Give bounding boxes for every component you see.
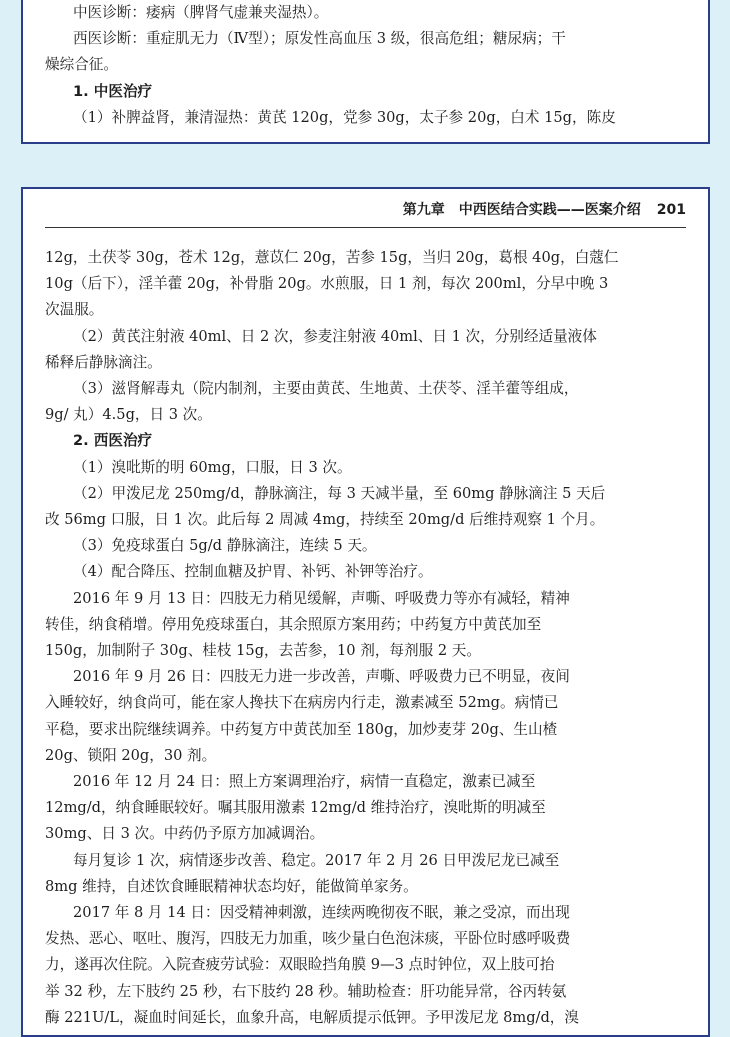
text-line: （3）免疫球蛋白 5g/d 静脉滴注，连续 5 天。 [73, 537, 377, 555]
text-line: 每月复诊 1 次，病情逐步改善、稳定。2017 年 2 月 26 日甲泼尼龙已减至 [73, 851, 560, 869]
text-line: 力，遂再次住院。入院查疲劳试验：双眼睑挡角膜 9—3 点时钟位，双上肢可抬 [45, 956, 555, 974]
section-heading: 2. 西医治疗 [73, 432, 153, 450]
previous-page [21, 0, 710, 144]
text-line: 酶 221U/L，凝血时间延长，血象升高，电解质提示低钾。予甲泼尼龙 8mg/d，溴 [45, 1008, 579, 1026]
text-line: 10g（后下），淫羊藿 20g，补骨脂 20g。水煎服，日 1 剂，每次 200ml，分早中晚 3 [45, 275, 609, 293]
text-line: （2）黄芪注射液 40ml、日 2 次，参麦注射液 40ml、日 1 次，分别经适量液体 [73, 327, 597, 345]
text-line: 8mg 维持，自述饮食睡眠精神状态均好，能做简单家务。 [45, 877, 418, 895]
text-line: （4）配合降压、控制血糖及护胃、补钙、补钾等治疗。 [73, 563, 433, 581]
chapter-title: 第九章 中西医结合实践——医案介绍 [402, 202, 641, 218]
text-line: 30mg、日 3 次。中药仍予原方加减调治。 [45, 825, 325, 843]
body-text [45, 245, 691, 1031]
text-line: 9g/ 丸）4.5g，日 3 次。 [45, 406, 212, 424]
text-line: 中医诊断：痿病（脾肾气虚兼夹湿热）。 [73, 4, 329, 21]
section-heading: 1. 中医治疗 [73, 82, 153, 100]
text-line: （3）滋肾解毒丸（院内制剂，主要由黄芪、生地黄、土茯苓、淫羊藿等组成， [73, 380, 579, 398]
text-line: （1）补脾益肾，兼清湿热：黄芪 120g，党参 30g，太子参 20g，白术 15g，陈皮 [73, 108, 616, 126]
previous-page-text [45, 0, 685, 131]
text-line: （2）甲泼尼龙 250mg/d，静脉滴注，每 3 天减半量，至 60mg 静脉滴注 5 天后 [73, 484, 606, 502]
text-line: 改 56mg 口服，日 1 次。此后每 2 周减 4mg，持续至 20mg/d 后维持观察 1 个月。 [45, 511, 605, 529]
running-head [403, 199, 686, 219]
text-line: 2016 年 9 月 13 日：四肢无力稍见缓解，声嘶、呼吸费力等亦有减轻，精神 [73, 589, 570, 607]
text-line: 燥综合征。 [45, 56, 118, 74]
text-line: 12g，土茯苓 30g，苍术 12g，薏苡仁 20g，苦参 15g，当归 20g，葛根 40g，白蔻仁 [45, 249, 619, 266]
text-line: 2016 年 12 月 24 日：照上方案调理治疗，病情一直稳定，激素已减至 [73, 773, 536, 791]
text-line: 次温服。 [45, 301, 104, 319]
text-line: 平稳，要求出院继续调养。中药复方中黄芪加至 180g，加炒麦芽 20g、生山楂 [45, 720, 558, 738]
text-line: 稀释后静脉滴注。 [45, 353, 162, 371]
page-number: 201 [656, 202, 686, 218]
text-line: 西医诊断：重症肌无力（Ⅳ型）；原发性高血压 3 级，很高危组；糖尿病；干 [73, 30, 566, 48]
text-line: 150g，加制附子 30g、桂枝 15g，去苦参，10 剂，每剂服 2 天。 [45, 642, 481, 660]
text-line: 入睡较好，纳食尚可，能在家人搀扶下在病房内行走，激素减至 52mg。病情已 [45, 694, 559, 712]
text-line: 发热、恶心、呕吐、腹泻，四肢无力加重，咳少量白色泡沫痰，平卧位时感呼吸费 [45, 930, 571, 948]
current-page [21, 187, 710, 1037]
header-rule [45, 227, 686, 228]
text-line: 转佳，纳食稍增。停用免疫球蛋白，其余照原方案用药；中药复方中黄芪加至 [45, 615, 542, 633]
text-line: 2017 年 8 月 14 日：因受精神刺激，连续两晚彻夜不眠，兼之受凉，而出现 [73, 904, 570, 922]
text-line: 20g、锁阳 20g，30 剂。 [45, 746, 217, 764]
text-line: （1）溴吡斯的明 60mg，口服，日 3 次。 [73, 458, 352, 476]
text-line: 2016 年 9 月 26 日：四肢无力进一步改善，声嘶、呼吸费力已不明显，夜间 [73, 668, 570, 686]
text-line: 举 32 秒，左下肢约 25 秒，右下肢约 28 秒。辅助检查：肝功能异常，谷丙转氨 [45, 982, 567, 1000]
text-line: 12mg/d，纳食睡眠较好。嘱其服用激素 12mg/d 维持治疗，溴吡斯的明减至 [45, 799, 546, 817]
